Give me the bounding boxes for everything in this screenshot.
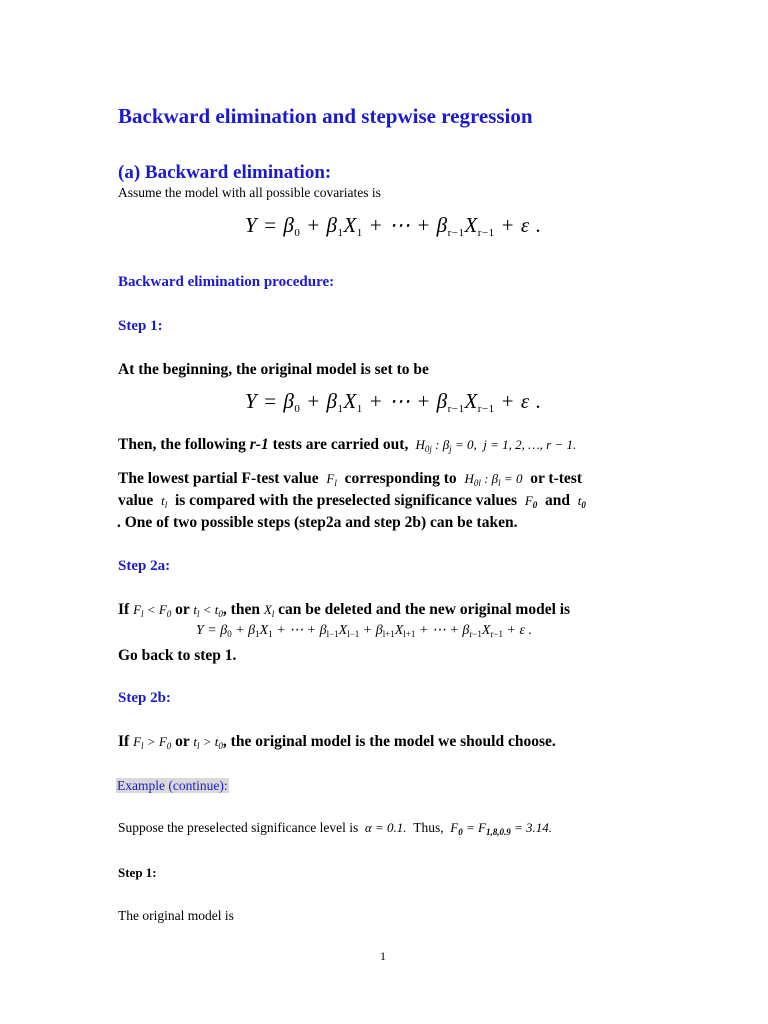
- lowest-text-a: The lowest partial F-test value: [118, 470, 319, 487]
- step2b-line: [118, 733, 556, 751]
- f-l-symbol: $F_l$: [326, 471, 337, 488]
- value-text-b: is compared with the preselected significance values: [174, 492, 518, 509]
- or-word: or: [175, 601, 190, 618]
- page-number: 1: [380, 949, 386, 963]
- then-word: , then: [222, 601, 260, 618]
- original-model-text: The original model is: [118, 908, 234, 923]
- step2a-heading: Step 2a:: [118, 558, 171, 574]
- fl-gt-f0: $F_l > F_0$: [133, 734, 172, 751]
- lowest-line: [118, 470, 582, 488]
- alpha-formula: α = 0.1.: [361, 820, 407, 835]
- fl-lt-f0: $F_l < F_0$: [133, 602, 172, 619]
- t0-symbol: $t_0$: [577, 493, 586, 510]
- then-tail: tests are carried out,: [272, 436, 409, 453]
- original-model-equation: $Y = \beta_0 + \beta_1X_1$ + ⋯ + $\beta_{r-1}X_{r-1} + \varepsilon$ .: [245, 389, 542, 415]
- if-word: If: [118, 601, 130, 618]
- value-text-a: value: [118, 492, 154, 509]
- lowest-text-c: or t-test: [530, 470, 582, 487]
- example-label-wrap: [116, 777, 229, 795]
- one-of-two-text: . One of two possible steps (step2a and step 2b) can be taken.: [117, 514, 518, 531]
- example-label: Example (continue):: [117, 778, 228, 793]
- section-a-heading: (a) Backward elimination:: [118, 162, 332, 183]
- x-l-symbol: $X_l$: [263, 602, 275, 619]
- go-back-text: Go back to step 1.: [118, 647, 237, 664]
- suppose-text: Suppose the preselected significance level is: [118, 820, 359, 835]
- or-word-2: or: [175, 733, 190, 750]
- full-model-equation: $Y = \beta_0 + \beta_1X_1$ + ⋯ + $\beta_{r-1}X_{r-1} + \varepsilon$ .: [245, 213, 542, 239]
- value-text-c: and: [545, 492, 571, 509]
- tl-gt-t0: $t_l > t_0$: [193, 734, 223, 751]
- deleted-text: can be deleted and the new original model is: [278, 601, 571, 618]
- step2b-heading: Step 2b:: [118, 690, 171, 706]
- then-line: [118, 436, 576, 454]
- reduced-model-equation: $Y = \beta_0 + \beta_1X_1$ + ⋯ + $\beta_{l-1}X_{l-1} + \beta_{l+1}X_{l+1}$ + ⋯ + $\beta_{r-1}X_{r-1} + \varepsilon$ .: [196, 623, 532, 639]
- thus-word: Thus,: [413, 820, 444, 835]
- lowest-text-b: corresponding to: [344, 470, 457, 487]
- then-text: Then, the following: [118, 436, 246, 453]
- step2a-line: [118, 601, 570, 619]
- f0-symbol: $F_0$: [524, 493, 538, 510]
- assume-text: Assume the model with all possible covariates is: [118, 185, 381, 200]
- h0l-formula: $H_{0l}$ : $\beta_l = 0$: [464, 471, 523, 488]
- hypothesis-formula: $H_{0j}$ : $\beta_j = 0$, j = 1, 2, …, r − 1.: [412, 437, 577, 454]
- if-word-2: If: [118, 733, 130, 750]
- tl-lt-t0: $t_l < t_0$: [193, 602, 223, 619]
- choose-text: , the original model is the model we should choose.: [222, 733, 556, 750]
- suppose-line: [118, 820, 552, 837]
- f0-value-formula: $F_0 = F_{1,8,0.9} = 3.14$.: [447, 820, 552, 837]
- procedure-heading: Backward elimination procedure:: [118, 274, 335, 290]
- step1-heading: Step 1:: [118, 318, 163, 334]
- step1b-heading: Step 1:: [118, 865, 157, 880]
- r-minus-1: r-1: [249, 436, 269, 453]
- value-line: [118, 492, 586, 510]
- step1-text: At the beginning, the original model is set to be: [118, 361, 429, 378]
- t-l-symbol: $t_l$: [161, 493, 168, 510]
- page-title: Backward elimination and stepwise regression: [118, 104, 533, 128]
